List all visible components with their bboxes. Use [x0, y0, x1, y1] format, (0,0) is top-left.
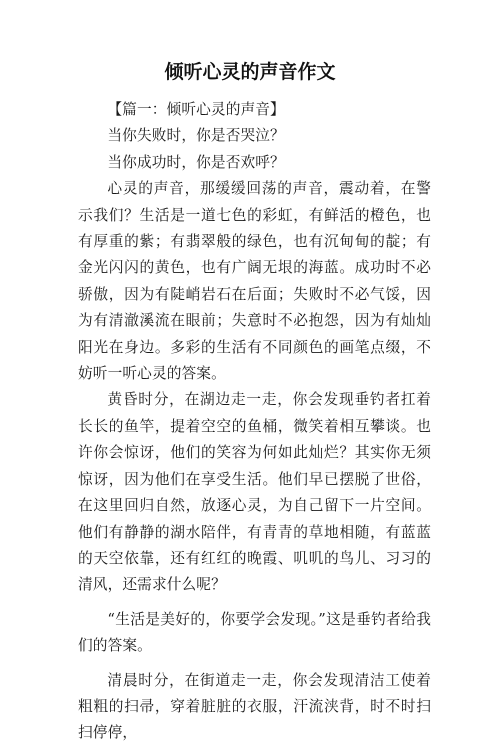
paragraph: “生活是美好的，你要学会发现。”这是垂钓者给我们的答案。: [78, 610, 431, 655]
document-body: [78, 97, 431, 747]
paragraph: 清晨时分，在街道走一走，你会发现清洁工使着粗粗的扫帚，穿着脏脏的衣服，汗流浃背，时不时扫扫停停，: [78, 671, 431, 742]
paragraph: 当你失败时，你是否哭泣？: [107, 127, 285, 145]
paragraph: 黄昏时分，在湖边走一走，你会发现垂钓者扛着长长的鱼竿，提着空空的鱼桶，微笑着相互攀谈。也许你会惊讶，他们的笑容为何如此灿烂？其实你无须惊讶，因为他们在享受生活。他们早已摆脱了世俗，在这里回归自然，放逐心灵，为自己留下一片空间。他们有静静的湖水陪伴，有青青的草地相随，有蓝蓝的天空依靠，还有红红的晚霞、叽叽的鸟儿、习习的清风，还需求什么呢？: [78, 391, 431, 594]
document-title: 倾听心灵的声音作文: [164, 61, 336, 83]
section-heading: 【篇一：倾听心灵的声音】: [107, 101, 285, 118]
paragraph: 心灵的声音，那缓缓回荡的声音，震动着，在警示我们？生活是一道七色的彩虹，有鲜活的橙色，也有厚重的紫；有翡翠般的绿色，也有沉甸甸的靛；有金光闪闪的黄色，也有广阔无垠的海蓝。成功时不必骄傲，因为有陡峭岩石在后面；失败时不必气馁，因为有清澈溪流在眼前；失意时不必抱怨，因为有灿灿阳光在身边。多彩的生活有不同颜色的画笔点缀，不妨听一听心灵的答案。: [78, 180, 431, 383]
paragraph: 当你成功时，你是否欢呼？: [107, 153, 285, 171]
